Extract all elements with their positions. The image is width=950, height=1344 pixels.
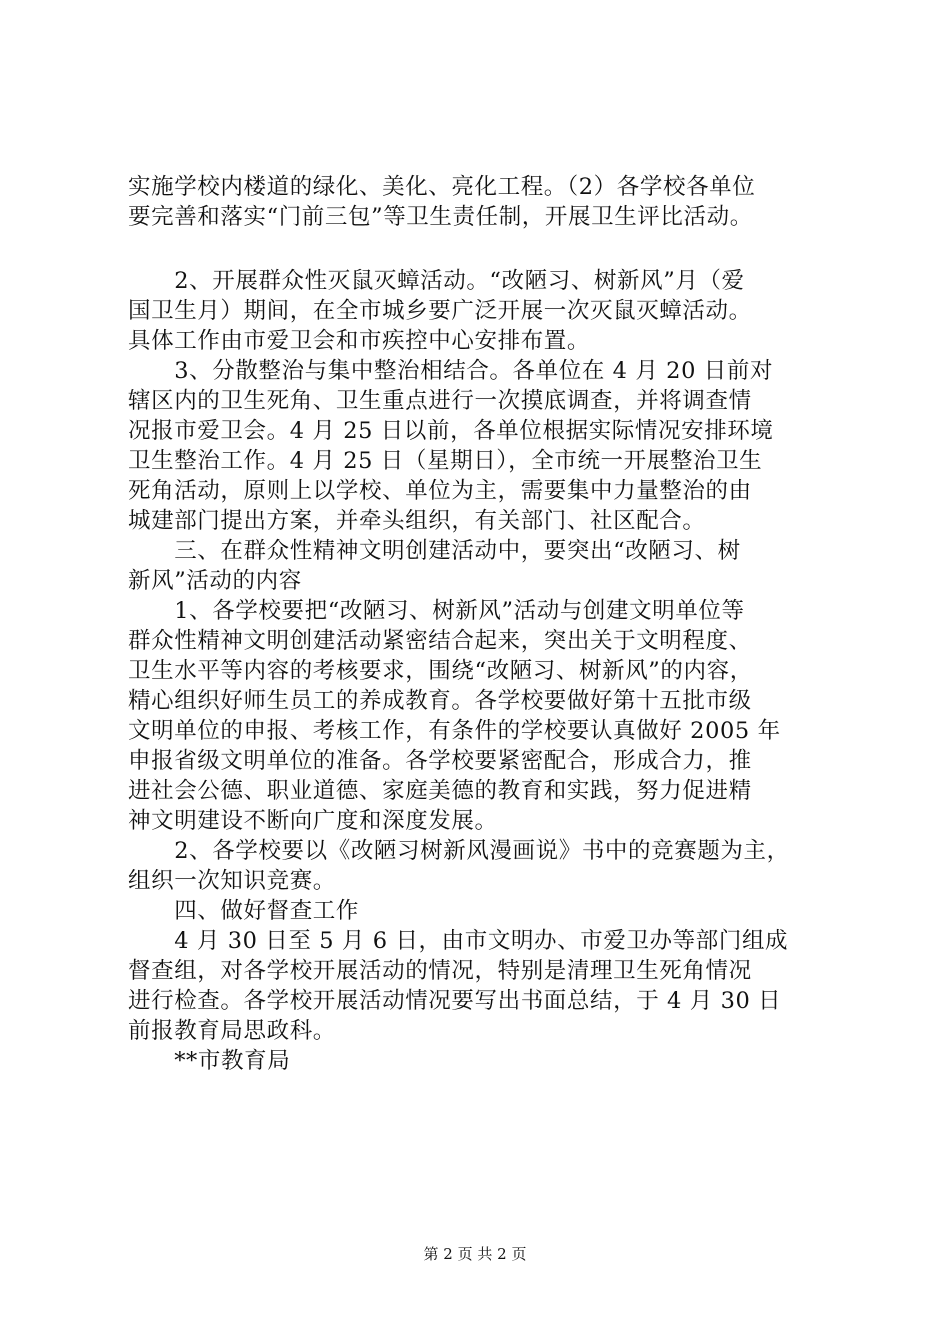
text-line: 1、各学校要把“改陋习、树新风”活动与创建文明单位等 bbox=[128, 598, 745, 624]
page-footer: 第 2 页 共 2 页 bbox=[423, 1245, 527, 1263]
text-line: 具体工作由市爱卫会和市疾控中心安排布置。 bbox=[128, 328, 591, 354]
text-line: 群众性精神文明创建活动紧密结合起来，突出关于文明程度、 bbox=[128, 628, 752, 654]
text-line: 4 月 30 日至 5 月 6 日，由市文明办、市爱卫办等部门组成 bbox=[128, 928, 789, 954]
text-line: 辖区内的卫生死角、卫生重点进行一次摸底调查，并将调查情 bbox=[128, 388, 752, 414]
text-line: 文明单位的申报、考核工作，有条件的学校要认真做好 2005 年 bbox=[128, 718, 781, 744]
text-line: 神文明建设不断向广度和深度发展。 bbox=[128, 808, 498, 834]
text-line: 况报市爱卫会。4 月 25 日以前，各单位根据实际情况安排环境 bbox=[128, 418, 774, 444]
text-line: 3、分散整治与集中整治相结合。各单位在 4 月 20 日前对 bbox=[128, 358, 774, 384]
text-line: 申报省级文明单位的准备。各学校要紧密配合，形成合力，推 bbox=[128, 748, 752, 774]
text-line: 实施学校内楼道的绿化、美化、亮化工程。（2）各学校各单位 bbox=[128, 174, 756, 200]
text-line: 组织一次知识竞赛。 bbox=[128, 868, 336, 894]
text-line: 四、做好督查工作 bbox=[128, 898, 360, 924]
text-line: 三、在群众性精神文明创建活动中，要突出“改陋习、树 bbox=[128, 538, 741, 564]
text-line: 2、开展群众性灭鼠灭蟑活动。“改陋习、树新风”月（爱 bbox=[128, 268, 745, 294]
text-line: 2、各学校要以《改陋习树新风漫画说》书中的竞赛题为主， bbox=[128, 838, 790, 864]
document-body bbox=[128, 172, 838, 1076]
text-line: 前报教育局思政科。 bbox=[128, 1018, 336, 1044]
text-line: 新风”活动的内容 bbox=[128, 568, 302, 594]
paragraph-block-main bbox=[128, 266, 838, 1076]
paragraph-gap bbox=[128, 232, 838, 266]
text-line: 督查组，对各学校开展活动的情况，特别是清理卫生死角情况 bbox=[128, 958, 752, 984]
text-line: 精心组织好师生员工的养成教育。各学校要做好第十五批市级 bbox=[128, 688, 752, 714]
text-line: 城建部门提出方案，并牵头组织，有关部门、社区配合。 bbox=[128, 508, 706, 534]
text-line: 卫生整治工作。4 月 25 日（星期日），全市统一开展整治卫生 bbox=[128, 448, 763, 474]
text-line: 进社会公德、职业道德、家庭美德的教育和实践，努力促进精 bbox=[128, 778, 752, 804]
paragraph-block-top bbox=[128, 172, 838, 232]
text-line: **市教育局 bbox=[128, 1048, 291, 1074]
text-line: 要完善和落实“门前三包”等卫生责任制，开展卫生评比活动。 bbox=[128, 204, 753, 230]
text-line: 卫生水平等内容的考核要求，围绕“改陋习、树新风”的内容， bbox=[128, 658, 753, 684]
text-line: 死角活动，原则上以学校、单位为主，需要集中力量整治的由 bbox=[128, 478, 752, 504]
text-line: 国卫生月）期间，在全市城乡要广泛开展一次灭鼠灭蟑活动。 bbox=[128, 298, 752, 324]
text-line: 进行检查。各学校开展活动情况要写出书面总结，于 4 月 30 日 bbox=[128, 988, 782, 1014]
